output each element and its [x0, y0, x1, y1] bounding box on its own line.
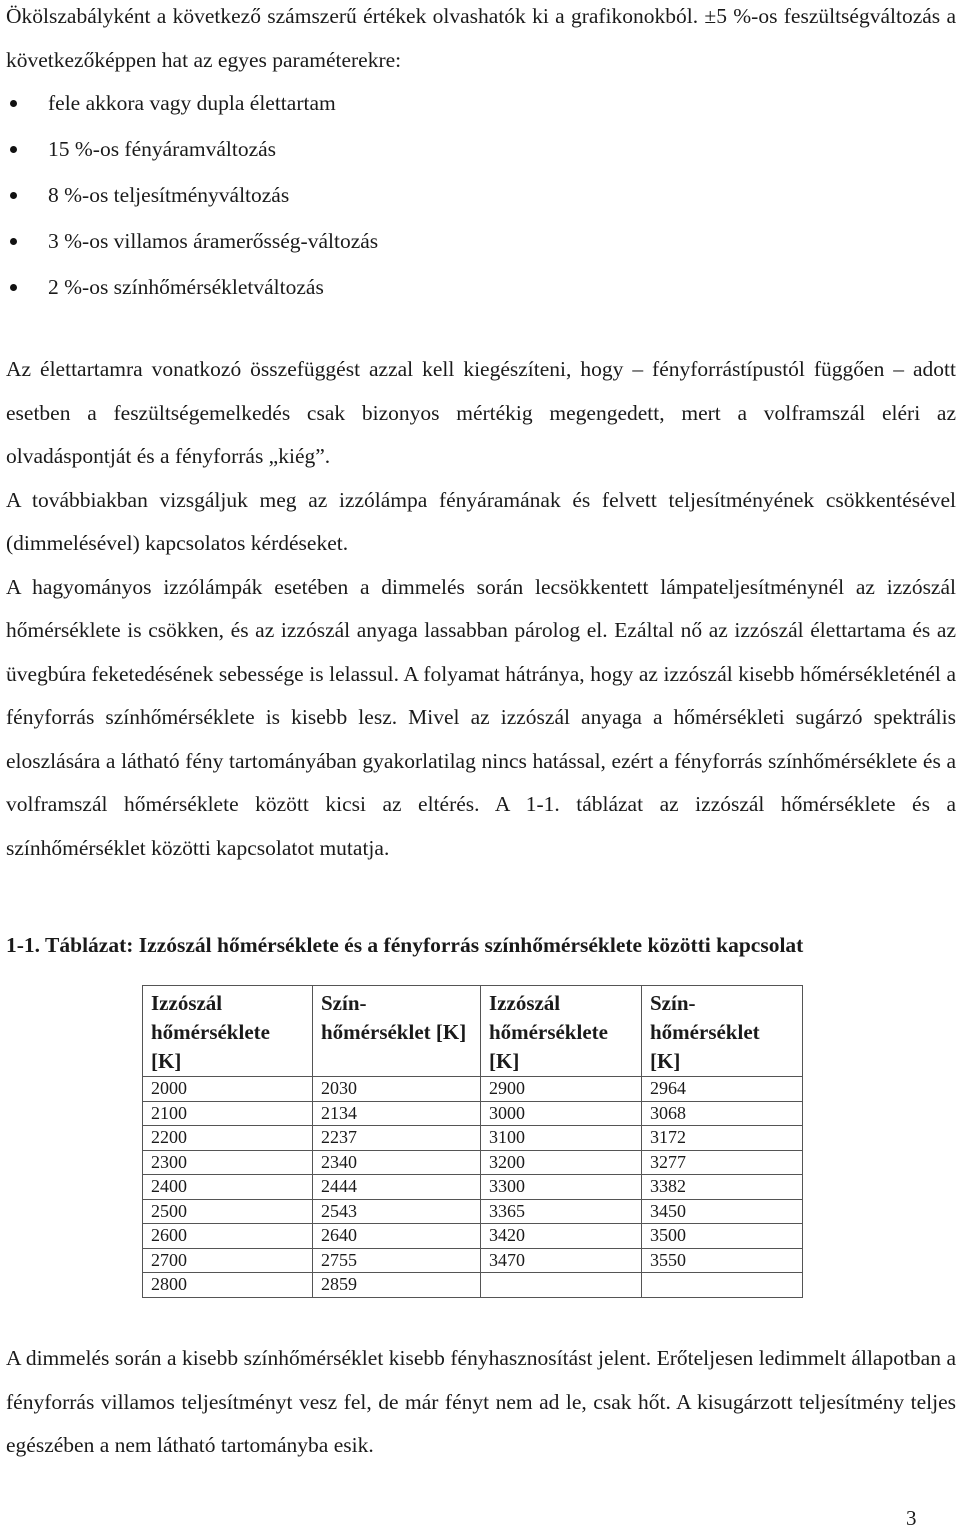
- table-cell: 3277: [642, 1150, 803, 1175]
- table-cell: 3470: [481, 1248, 642, 1273]
- table-cell: 3382: [642, 1175, 803, 1200]
- header-filament-temp-2: Izzószál hőmérséklete [K]: [481, 986, 642, 1077]
- list-item: 2 %-os színhőmérsékletváltozás: [6, 264, 378, 310]
- table-cell: 2964: [642, 1077, 803, 1102]
- table-cell: 2237: [313, 1126, 481, 1151]
- table-cell: 3000: [481, 1101, 642, 1126]
- table-row: [143, 1077, 803, 1102]
- table-row: [143, 1273, 803, 1298]
- table-header-row: [143, 986, 803, 1077]
- page-number: 3: [906, 1506, 917, 1530]
- header-filament-temp-1: Izzószál hőmérséklete [K]: [143, 986, 313, 1077]
- list-item: 15 %-os fényáramváltozás: [6, 126, 378, 172]
- table-row: [143, 1175, 803, 1200]
- table-cell: 2500: [143, 1199, 313, 1224]
- table-cell: 2543: [313, 1199, 481, 1224]
- dimming-paragraph: A dimmelés során a kisebb színhőmérséklet kisebb fényhasznosítást jelent. Erőteljesen ledimmelt állapotban a fényforrás villamos teljesítményt vesz fel, de már fényt nem ad le, csak hőt. A kisugárzott teljesítmény teljes egészében a nem látható tartományba esik.: [6, 1346, 956, 1457]
- table-cell: 3200: [481, 1150, 642, 1175]
- header-color-temp-2: Szín-hőmérséklet [K]: [642, 986, 803, 1077]
- table-cell: 2030: [313, 1077, 481, 1102]
- table-cell: 2640: [313, 1224, 481, 1249]
- table-cell: 3172: [642, 1126, 803, 1151]
- table-cell: 3500: [642, 1224, 803, 1249]
- table-cell: 2400: [143, 1175, 313, 1200]
- table-row: [143, 1248, 803, 1273]
- table-row: [143, 1199, 803, 1224]
- lifetime-paragraph: Az élettartamra vonatkozó összefüggést azzal kell kiegészíteni, hogy – fényforrástípustól függően – adott esetben a feszültségemelkedés csak bizonyos mértékig megengedett, mert a volframszál eléri az olvadáspontját és a fényforrás „kiég”.: [6, 357, 956, 468]
- table-row: [143, 1150, 803, 1175]
- intro-paragraph: Ökölszabályként a következő számszerű értékek olvashatók ki a grafikonokból. ±5 %-os feszültségváltozás a következőképpen hat az egyes paraméterekre:: [6, 4, 956, 72]
- table-cell: 2444: [313, 1175, 481, 1200]
- table-cell: 3550: [642, 1248, 803, 1273]
- effects-list: [6, 80, 378, 310]
- table-cell: 2859: [313, 1273, 481, 1298]
- list-item: 3 %-os villamos áramerősség-változás: [6, 218, 378, 264]
- list-item: 8 %-os teljesítményváltozás: [6, 172, 378, 218]
- table-cell: 2100: [143, 1101, 313, 1126]
- table-cell: 3450: [642, 1199, 803, 1224]
- body-text-block: [6, 348, 956, 870]
- table-cell: 2134: [313, 1101, 481, 1126]
- table-cell: 2800: [143, 1273, 313, 1298]
- table-row: [143, 1126, 803, 1151]
- table-caption: 1-1. Táblázat: Izzószál hőmérséklete és a fényforrás színhőmérséklete közötti kapcsolat: [6, 933, 804, 957]
- table-cell: 2300: [143, 1150, 313, 1175]
- table-cell: 2000: [143, 1077, 313, 1102]
- table-cell: 3068: [642, 1101, 803, 1126]
- table-cell: 2700: [143, 1248, 313, 1273]
- table-cell: 3100: [481, 1126, 642, 1151]
- table-cell: 3420: [481, 1224, 642, 1249]
- temperature-table: [142, 985, 803, 1298]
- table-cell: 2900: [481, 1077, 642, 1102]
- table-cell: 2340: [313, 1150, 481, 1175]
- list-item: fele akkora vagy dupla élettartam: [6, 80, 378, 126]
- table-cell: 2600: [143, 1224, 313, 1249]
- table-row: [143, 1224, 803, 1249]
- table-cell: 3300: [481, 1175, 642, 1200]
- table-cell: 2200: [143, 1126, 313, 1151]
- table-cell: 2755: [313, 1248, 481, 1273]
- table-cell: [481, 1273, 642, 1298]
- header-color-temp-1: Szín-hőmérséklet [K]: [313, 986, 481, 1077]
- table-cell: 3365: [481, 1199, 642, 1224]
- table-cell: [642, 1273, 803, 1298]
- table-row: [143, 1101, 803, 1126]
- traditional-paragraph: A hagyományos izzólámpák esetében a dimmelés során lecsökkentett lámpateljesítménynél az izzószál hőmérséklete is csökken, és az izzószál anyaga lassabban párolog el. Ezáltal nő az izzószál élettartama és az üvegbúra feketedésének sebessége is lelassul. A folyamat hátránya, hogy az izzószál kisebb hőmérsékleténél a fényforrás színhőmérséklete is kisebb lesz. Mivel az izzószál anyaga a hőmérsékleti sugárzó spektrális eloszlására a látható fény tartományában gyakorlatilag nincs hatással, ezért a fényforrás színhőmérséklete és a volframszál hőmérséklete között kicsi az eltérés. A 1-1. táblázat az izzószál hőmérséklete és a színhőmérséklet közötti kapcsolatot mutatja.: [6, 574, 956, 860]
- further-paragraph: A továbbiakban vizsgáljuk meg az izzólámpa fényáramának és felvett teljesítményének csökkentésével (dimmelésével) kapcsolatos kérdéseket.: [6, 487, 956, 555]
